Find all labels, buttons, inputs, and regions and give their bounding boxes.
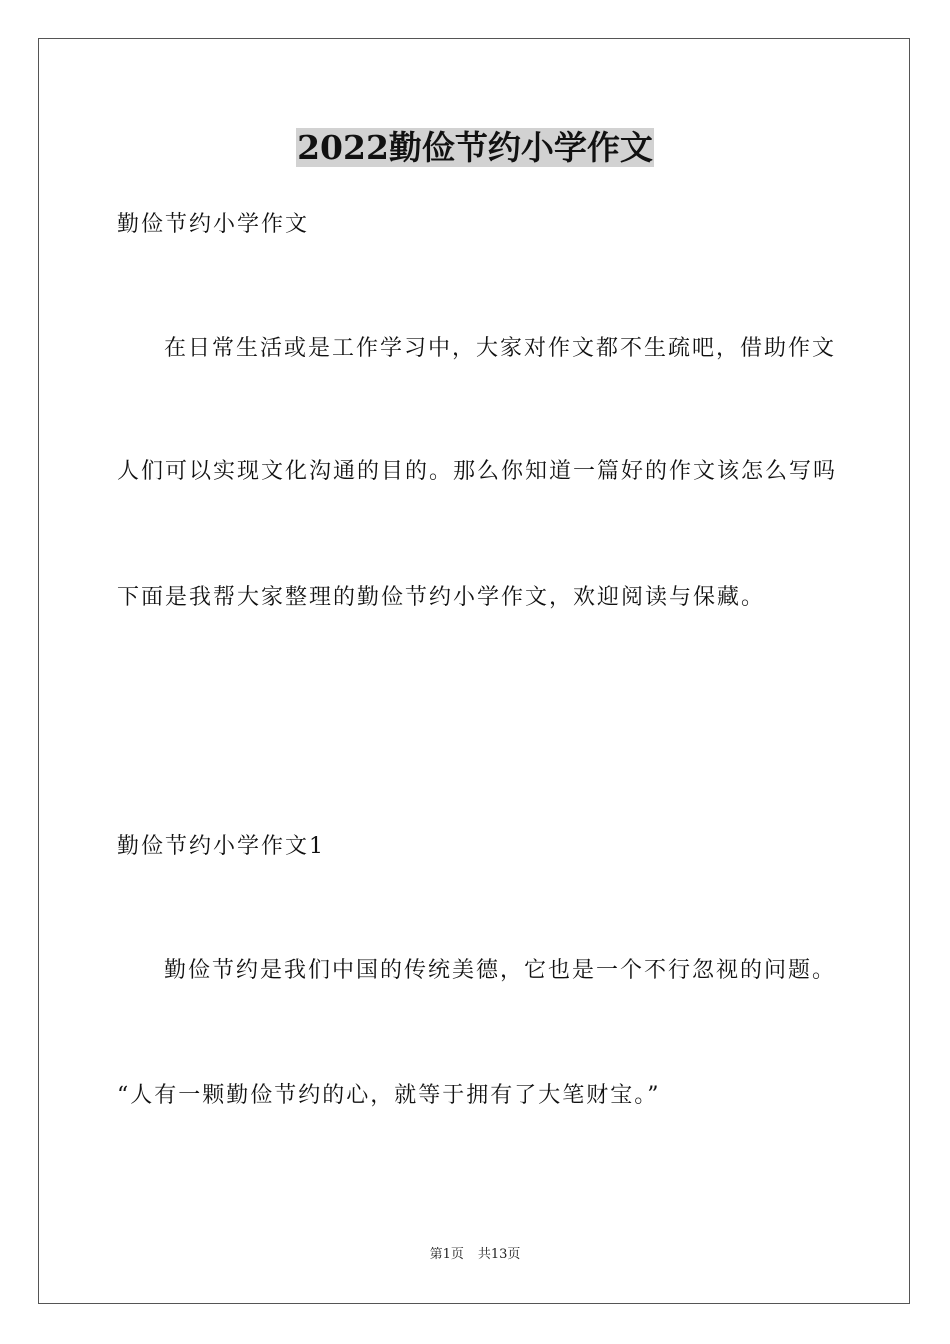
paragraph-line: 人们可以实现文化沟通的目的。那么你知道一篇好的作文该怎么写吗 — [117, 459, 838, 484]
document-title — [0, 126, 950, 170]
paragraph-line: 在日常生活或是工作学习中，大家对作文都不生疏吧，借助作文 — [164, 336, 837, 361]
document-title-text: 2022勤俭节约小学作文 — [297, 128, 653, 167]
paragraph-line: 下面是我帮大家整理的勤俭节约小学作文，欢迎阅读与保藏。 — [117, 585, 766, 610]
subtitle-line: 勤俭节约小学作文 — [117, 212, 310, 237]
section-heading: 勤俭节约小学作文1 — [117, 834, 325, 859]
paragraph-line: 勤俭节约是我们中国的传统美德，它也是一个不行忽视的问题。 — [164, 958, 837, 983]
page-footer — [0, 1246, 950, 1264]
page-total: 共13页 — [477, 1247, 521, 1262]
paragraph-line: “人有一颗勤俭节约的心，就等于拥有了大笔财宝。” — [117, 1083, 661, 1108]
page-number: 第1页 — [429, 1247, 464, 1262]
